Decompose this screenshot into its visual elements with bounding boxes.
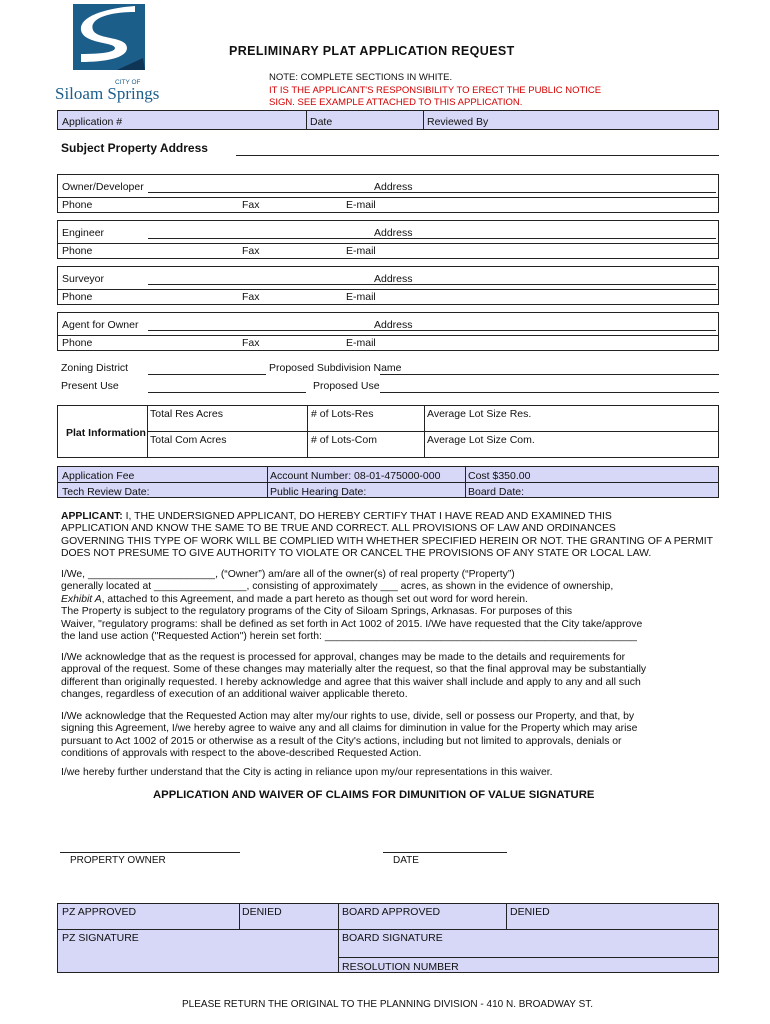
city-logo (55, 4, 165, 104)
pz-denied[interactable]: DENIED (242, 906, 282, 918)
waiver-p2-line: changes, regardless of execution of an additional waiver applicable thereto. (61, 689, 408, 701)
board-denied[interactable]: DENIED (510, 906, 550, 918)
waiver-p3-line: I/We acknowledge that the Requested Action may alter my/our rights to use, divide, sell or possess our Property, and that, by (61, 711, 635, 722)
present-use-input[interactable] (148, 392, 306, 393)
agent-fax-label: Fax (242, 337, 260, 349)
resolution-number[interactable]: RESOLUTION NUMBER (342, 961, 459, 973)
surveyor-email-label: E-mail (346, 291, 376, 303)
waiver-p2-line: approval of the request. Some of these changes may materially alter the request, so that the final approval may be substantially (61, 664, 647, 676)
avg-lot-size-res[interactable]: Average Lot Size Res. (427, 408, 532, 420)
lots-res[interactable]: # of Lots-Res (311, 408, 374, 420)
logo-name: Siloam Springs (55, 84, 160, 103)
waiver-p1-line-3: , attached to this Agreement, and made a part hereto as though set out word for word herein. (101, 593, 528, 605)
board-signature[interactable]: BOARD SIGNATURE (342, 932, 443, 944)
header-warning-2: SIGN. SEE EXAMPLE ATTACHED TO THIS APPLICATION. (269, 97, 523, 108)
siloam-springs-logo-icon (55, 4, 165, 74)
surveyor-address-input[interactable] (424, 284, 716, 285)
surveyor-address-label: Address (374, 273, 413, 285)
contact-block-engineer (57, 220, 719, 259)
pz-signature[interactable]: PZ SIGNATURE (62, 932, 139, 944)
application-row (57, 110, 719, 130)
waiver-paragraph-4 (61, 767, 721, 779)
signature-date-label: DATE (393, 855, 419, 866)
engineer-address-label: Address (374, 227, 413, 239)
waiver-p1-line-6: the land use action ("Requested Action") herein set forth: ______________________________________________________ (61, 631, 637, 643)
plat-info-label: Plat Information (66, 427, 146, 439)
waiver-p1-line-4: The Property is subject to the regulatory programs of the City of Siloam Springs, Arknasas. For purposes of this (61, 606, 573, 618)
subject-property-label: Subject Property Address (61, 141, 208, 155)
zoning-district-input[interactable] (148, 374, 266, 375)
subject-property-input[interactable] (236, 155, 719, 156)
waiver-paragraph-1 (61, 569, 721, 643)
waiver-p2-line: different than originally requested. I hereby acknowledge and agree that this waiver shall include and apply to any and all such (61, 676, 641, 688)
owner-email-label: E-mail (346, 199, 376, 211)
footer-instruction: PLEASE RETURN THE ORIGINAL TO THE PLANNING DIVISION - 410 N. BROADWAY ST. (182, 999, 594, 1010)
pz-approved[interactable]: PZ APPROVED (62, 906, 137, 918)
header-note: NOTE: COMPLETE SECTIONS IN WHITE. (269, 72, 453, 83)
zoning-district-label: Zoning District (61, 362, 129, 374)
board-date[interactable]: Board Date: (468, 486, 525, 498)
waiver-paragraph-3 (61, 711, 721, 761)
agent-email-label: E-mail (346, 337, 376, 349)
exhibit-a: Exhibit A (61, 593, 102, 605)
applicant-label: APPLICANT: (61, 511, 123, 522)
cost: Cost $350.00 (468, 470, 531, 482)
applicant-line-2: APPLICATION AND KNOW THE SAME TO BE TRUE AND CORRECT. ALL PROVISIONS OF LAW AND ORDINANCES (61, 523, 616, 535)
tech-review-date[interactable]: Tech Review Date: (62, 486, 150, 498)
applicant-line-3: GOVERNING THIS TYPE OF WORK WILL BE COMPLIED WITH WHETHER SPECIFIED HEREIN OR NOT. THE GRANTING OF A PERMIT (61, 535, 713, 547)
waiver-p3-line: pursuant to Act 1002 of 2015 or otherwise as a result of the City's actions, including but not limited to approvals, denials or (61, 735, 622, 747)
waiver-p4: I/we hereby further understand that the City is acting in reliance upon my/our representations in this waiver. (61, 767, 553, 778)
surveyor-fax-label: Fax (242, 291, 260, 303)
waiver-p3-line: signing this Agreement, I/we hereby agree to waive any and all claims for diminution in value for the Property which may arise (61, 723, 638, 735)
signature-heading: APPLICATION AND WAIVER OF CLAIMS FOR DIMUNITION OF VALUE SIGNATURE (153, 789, 595, 801)
waiver-p2-line: I/We acknowledge that as the request is processed for approval, changes may be made to the details and requirements for (61, 652, 626, 663)
engineer-fax-label: Fax (242, 245, 260, 257)
board-approved[interactable]: BOARD APPROVED (342, 906, 441, 918)
plat-info-table (57, 405, 719, 458)
page-title: PRELIMINARY PLAT APPLICATION REQUEST (229, 44, 515, 58)
agent-label: Agent for Owner (62, 319, 139, 331)
engineer-phone-label: Phone (62, 245, 93, 257)
account-number: Account Number: 08-01-475000-000 (270, 470, 441, 482)
applicant-certification (61, 511, 721, 561)
application-fee: Application Fee (62, 470, 135, 482)
date-field[interactable]: Date (310, 116, 333, 128)
waiver-p1-line-1: I/We, ______________________, (“Owner”) am/are all of the owner(s) of real property (“Property”) (61, 569, 515, 580)
present-use-label: Present Use (61, 380, 119, 392)
owner-address-label: Address (374, 181, 413, 193)
header-warning-1: IT IS THE APPLICANT'S RESPONSIBILITY TO ERECT THE PUBLIC NOTICE (269, 85, 602, 96)
application-number-field[interactable]: Application # (62, 116, 123, 128)
proposed-subdivision-label: Proposed Subdivision Name (269, 362, 402, 374)
agent-address-label: Address (374, 319, 413, 331)
total-com-acres[interactable]: Total Com Acres (150, 434, 227, 446)
contact-block-owner (57, 174, 719, 213)
logo-city-of: CITY OF (115, 79, 141, 86)
engineer-email-label: E-mail (346, 245, 376, 257)
contact-block-agent (57, 312, 719, 351)
property-owner-label: PROPERTY OWNER (70, 855, 166, 866)
owner-address-input[interactable] (424, 192, 716, 193)
reviewed-by-field[interactable]: Reviewed By (427, 116, 489, 128)
agent-phone-label: Phone (62, 337, 93, 349)
total-res-acres[interactable]: Total Res Acres (150, 408, 223, 420)
applicant-line-4: DOES NOT PRESUME TO GIVE AUTHORITY TO VIOLATE OR CANCEL THE PROVISIONS OF ANY STATE OR LOCAL LAW. (61, 548, 652, 560)
surveyor-label: Surveyor (62, 273, 105, 285)
engineer-address-input[interactable] (424, 238, 716, 239)
proposed-use-label: Proposed Use (313, 380, 380, 392)
property-owner-signature-line[interactable] (60, 852, 240, 853)
lots-com[interactable]: # of Lots-Com (311, 434, 377, 446)
avg-lot-size-com[interactable]: Average Lot Size Com. (427, 434, 535, 446)
agent-address-input[interactable] (424, 330, 716, 331)
waiver-p1-line-2: generally located at ________________, consisting of approximately ___ acres, as shown in the evidence of ownership, (61, 581, 614, 593)
waiver-p3-line: conditions of approvals with respect to the above-described Requested Action. (61, 748, 422, 760)
approval-table (57, 903, 719, 973)
public-hearing-date[interactable]: Public Hearing Date: (270, 486, 367, 498)
date-signature-line[interactable] (383, 852, 507, 853)
waiver-paragraph-2 (61, 652, 721, 702)
contact-block-surveyor (57, 266, 719, 305)
owner-phone-label: Phone (62, 199, 93, 211)
applicant-line-1: I, THE UNDERSIGNED APPLICANT, DO HEREBY CERTIFY THAT I HAVE READ AND EXAMINED THIS (122, 511, 612, 522)
engineer-label: Engineer (62, 227, 105, 239)
proposed-use-input[interactable] (380, 392, 719, 393)
fee-table (57, 466, 719, 498)
owner-label: Owner/Developer (62, 181, 144, 193)
proposed-subdivision-input[interactable] (380, 374, 719, 375)
owner-fax-label: Fax (242, 199, 260, 211)
surveyor-phone-label: Phone (62, 291, 93, 303)
waiver-p1-line-5: Waiver, "regulatory programs: shall be defined as set forth in Act 1002 of 2015. I/We have requested that the City take/approve (61, 618, 643, 630)
